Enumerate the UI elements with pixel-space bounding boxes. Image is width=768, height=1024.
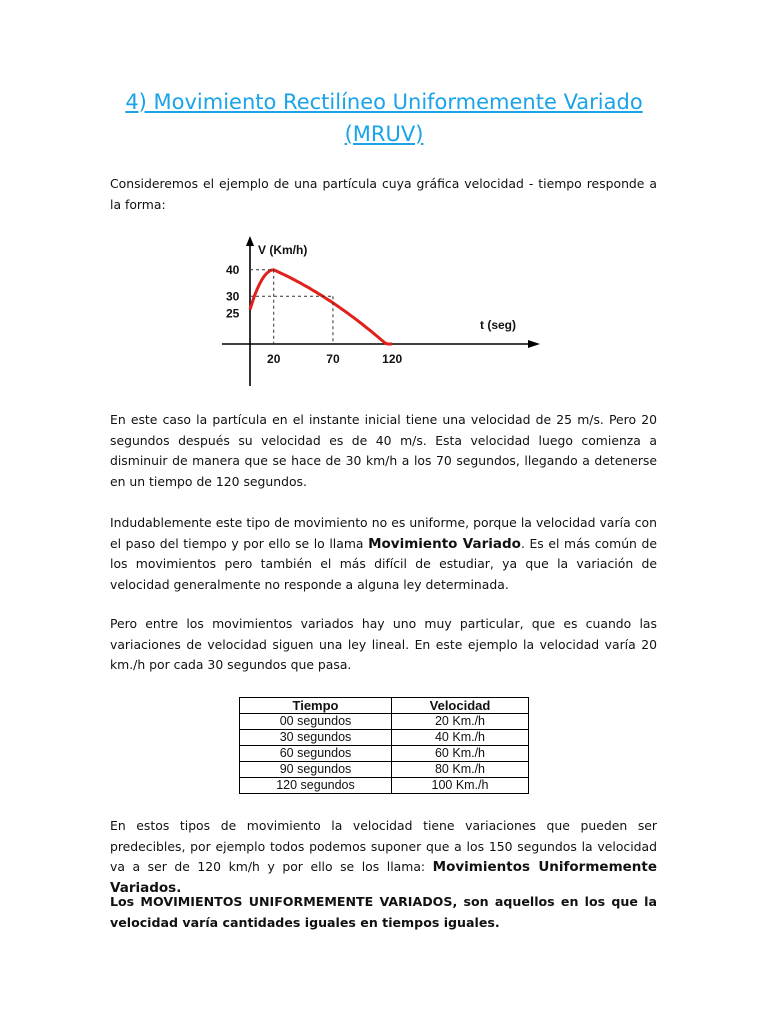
y-tick-label: 30 xyxy=(226,289,240,304)
velocity-time-chart xyxy=(222,234,552,394)
column-header-tiempo: Tiempo xyxy=(240,698,392,714)
column-header-velocidad: Velocidad xyxy=(392,698,529,714)
paragraph-initial-speed: En este caso la partícula en el instante inicial tiene una velocidad de 25 m/s. Pero 20 segundos después su velocidad es de 40 m/s. Esta velocidad luego comienza a disminuir de manera que se hace de 30 km/h a los 70 segundos, llegando a detenerse en un tiempo de 120 segundos. xyxy=(110,412,657,489)
table-row xyxy=(240,778,529,794)
x-axis-title: t (seg) xyxy=(480,318,516,332)
table-cell: 90 segundos xyxy=(240,762,392,778)
table-cell: 40 Km./h xyxy=(392,730,529,746)
table-cell: 30 segundos xyxy=(240,730,392,746)
paragraph-text: En estos tipos de movimiento la velocidad tiene variaciones que pueden ser predecibles, por ejemplo todos podemos suponer que a los 150 segundos la velocidad va a ser de 120 km/h y por ello se los llama: xyxy=(110,818,657,874)
paragraph-text: . Es el más común de los movimientos pero también el más difícil de estudiar, ya que la variación de velocidad generalmente no responde a alguna ley determinada. xyxy=(110,535,657,592)
paragraph-predecibles xyxy=(110,816,657,898)
velocity-curve xyxy=(250,270,392,344)
table-cell: 20 Km./h xyxy=(392,714,529,730)
table-cell: 100 Km./h xyxy=(392,778,529,794)
table-row xyxy=(240,746,529,762)
table-row xyxy=(240,714,529,730)
table-cell: 80 Km./h xyxy=(392,762,529,778)
paragraph-lineal: Pero entre los movimientos variados hay uno muy particular, que es cuando las variaciones de velocidad siguen una ley lineal. En este ejemplo la velocidad varía 20 km./h por cada 30 segundos que pasa. xyxy=(110,616,657,672)
definition-paragraph: Los MOVIMIENTOS UNIFORMEMENTE VARIADOS, son aquellos en los que la velocidad varía cantidades iguales en tiempos iguales. xyxy=(110,894,657,930)
speed-table xyxy=(239,697,529,794)
paragraph-variado xyxy=(110,513,657,595)
term-movimiento-variado: Movimiento Variado xyxy=(368,535,521,552)
table-cell: 60 segundos xyxy=(240,746,392,762)
table-cell: 60 Km./h xyxy=(392,746,529,762)
intro-paragraph: Consideremos el ejemplo de una partícula cuya gráfica velocidad - tiempo responde a la forma: xyxy=(110,176,657,212)
y-tick-label: 25 xyxy=(226,306,240,321)
page-title[interactable]: 4) Movimiento Rectilíneo Uniformemente Variado (MRUV) xyxy=(125,90,643,146)
y-axis-title: V (Km/h) xyxy=(258,243,308,257)
table-row xyxy=(240,730,529,746)
y-tick-label: 40 xyxy=(226,262,240,277)
paragraph-text: Indudablemente este tipo de movimiento no es uniforme, porque la velocidad varía con el paso del tiempo y por ello se lo llama xyxy=(110,515,657,551)
x-axis-arrow xyxy=(528,340,540,348)
x-tick-label: 120 xyxy=(382,352,403,366)
x-tick-label: 20 xyxy=(267,352,281,366)
table-cell: 120 segundos xyxy=(240,778,392,794)
y-axis-arrow xyxy=(246,236,254,246)
table-row xyxy=(240,762,529,778)
x-tick-label: 70 xyxy=(326,352,340,366)
table-header-row xyxy=(240,698,529,714)
term-muv: Movimientos Uniformemente Variados. xyxy=(110,859,658,896)
table-cell: 00 segundos xyxy=(240,714,392,730)
